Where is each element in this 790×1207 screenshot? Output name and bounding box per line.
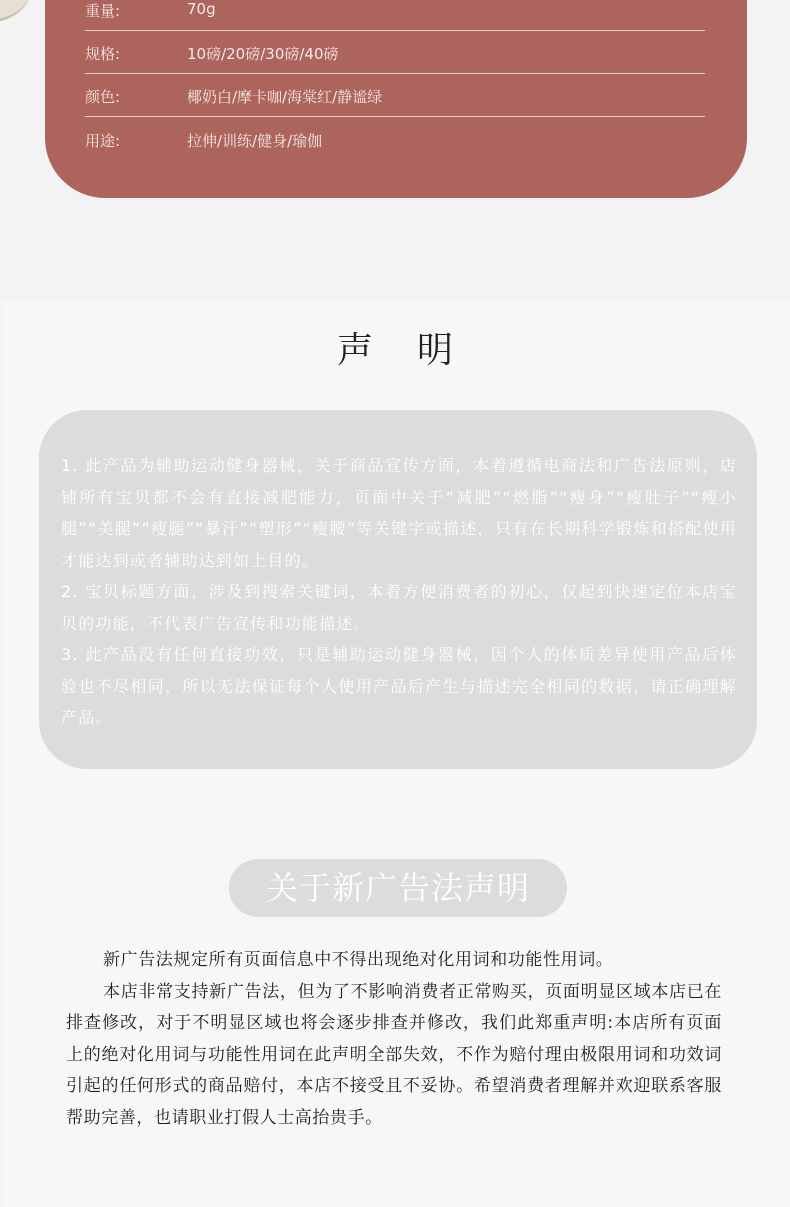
notice-text xyxy=(61,450,737,734)
spec-row-usage xyxy=(85,118,705,161)
spec-row-color xyxy=(85,74,705,117)
spec-key: 重量: xyxy=(85,2,121,20)
ad-law-title: 关于新广告法声明 xyxy=(229,859,567,917)
ad-law-text xyxy=(66,945,722,1134)
declaration-title: 声明 xyxy=(336,330,497,371)
spec-row-size xyxy=(85,31,705,74)
notice-item-1: 1. 此产品为辅助运动健身器械，关于商品宣传方面，本着遵循电商法和广告法原则，店铺所有宝贝都不会有直接减肥能力，页面中关于“减肥”“燃脂”“瘦身”“瘦肚子”“瘦小腿”“美腿”“瘦腿”“暴汗”“塑形”“瘦腰”等关键字或描述，只有在长期科学锻炼和搭配使用才能达到或者辅助达到如上目的。 xyxy=(61,456,737,570)
spec-key: 规格: xyxy=(85,45,121,63)
product-image-edge xyxy=(0,0,30,23)
spec-key: 用途: xyxy=(85,132,121,150)
top-section xyxy=(0,0,790,300)
divider xyxy=(85,116,705,117)
spec-key: 颜色: xyxy=(85,88,121,106)
spec-row-weight xyxy=(85,0,705,31)
ad-law-paragraph-1: 新广告法规定所有页面信息中不得出现绝对化用词和功能性用词。 xyxy=(103,950,614,970)
spec-card xyxy=(45,0,747,198)
ad-law-paragraph-2: 本店非常支持新广告法，但为了不影响消费者正常购买，页面明显区域本店已在排查修改，对于不明显区域也将会逐步排查并修改，我们此郑重声明:本店所有页面上的绝对化用词与功能性用词在此声明全部失效，不作为赔付理由极限用词和功效词引起的任何形式的商品赔付，本店不接受且不妥协。希望消费者理解并欢迎联系客服帮助完善，也请职业打假人士高抬贵手。 xyxy=(66,981,722,1128)
spec-value: 10磅/20磅/30磅/40磅 xyxy=(187,45,339,63)
notice-box xyxy=(39,410,757,769)
notice-item-3: 3. 此产品没有任何直接功效，只是辅助运动健身器械，因个人的体质差异使用产品后体验也不尽相同，所以无法保证每个人使用产品后产生与描述完全相同的数据，请正确理解产品。 xyxy=(61,645,737,727)
spec-value: 70g xyxy=(187,0,216,18)
notice-item-2: 2. 宝贝标题方面，涉及到搜索关键词，本着方便消费者的初心，仅起到快速定位本店宝贝的功能，不代表广告宣传和功能描述。 xyxy=(61,582,737,633)
spec-value: 椰奶白/摩卡咖/海棠红/静谧绿 xyxy=(187,88,383,106)
spec-value: 拉伸/训练/健身/瑜伽 xyxy=(187,132,323,150)
